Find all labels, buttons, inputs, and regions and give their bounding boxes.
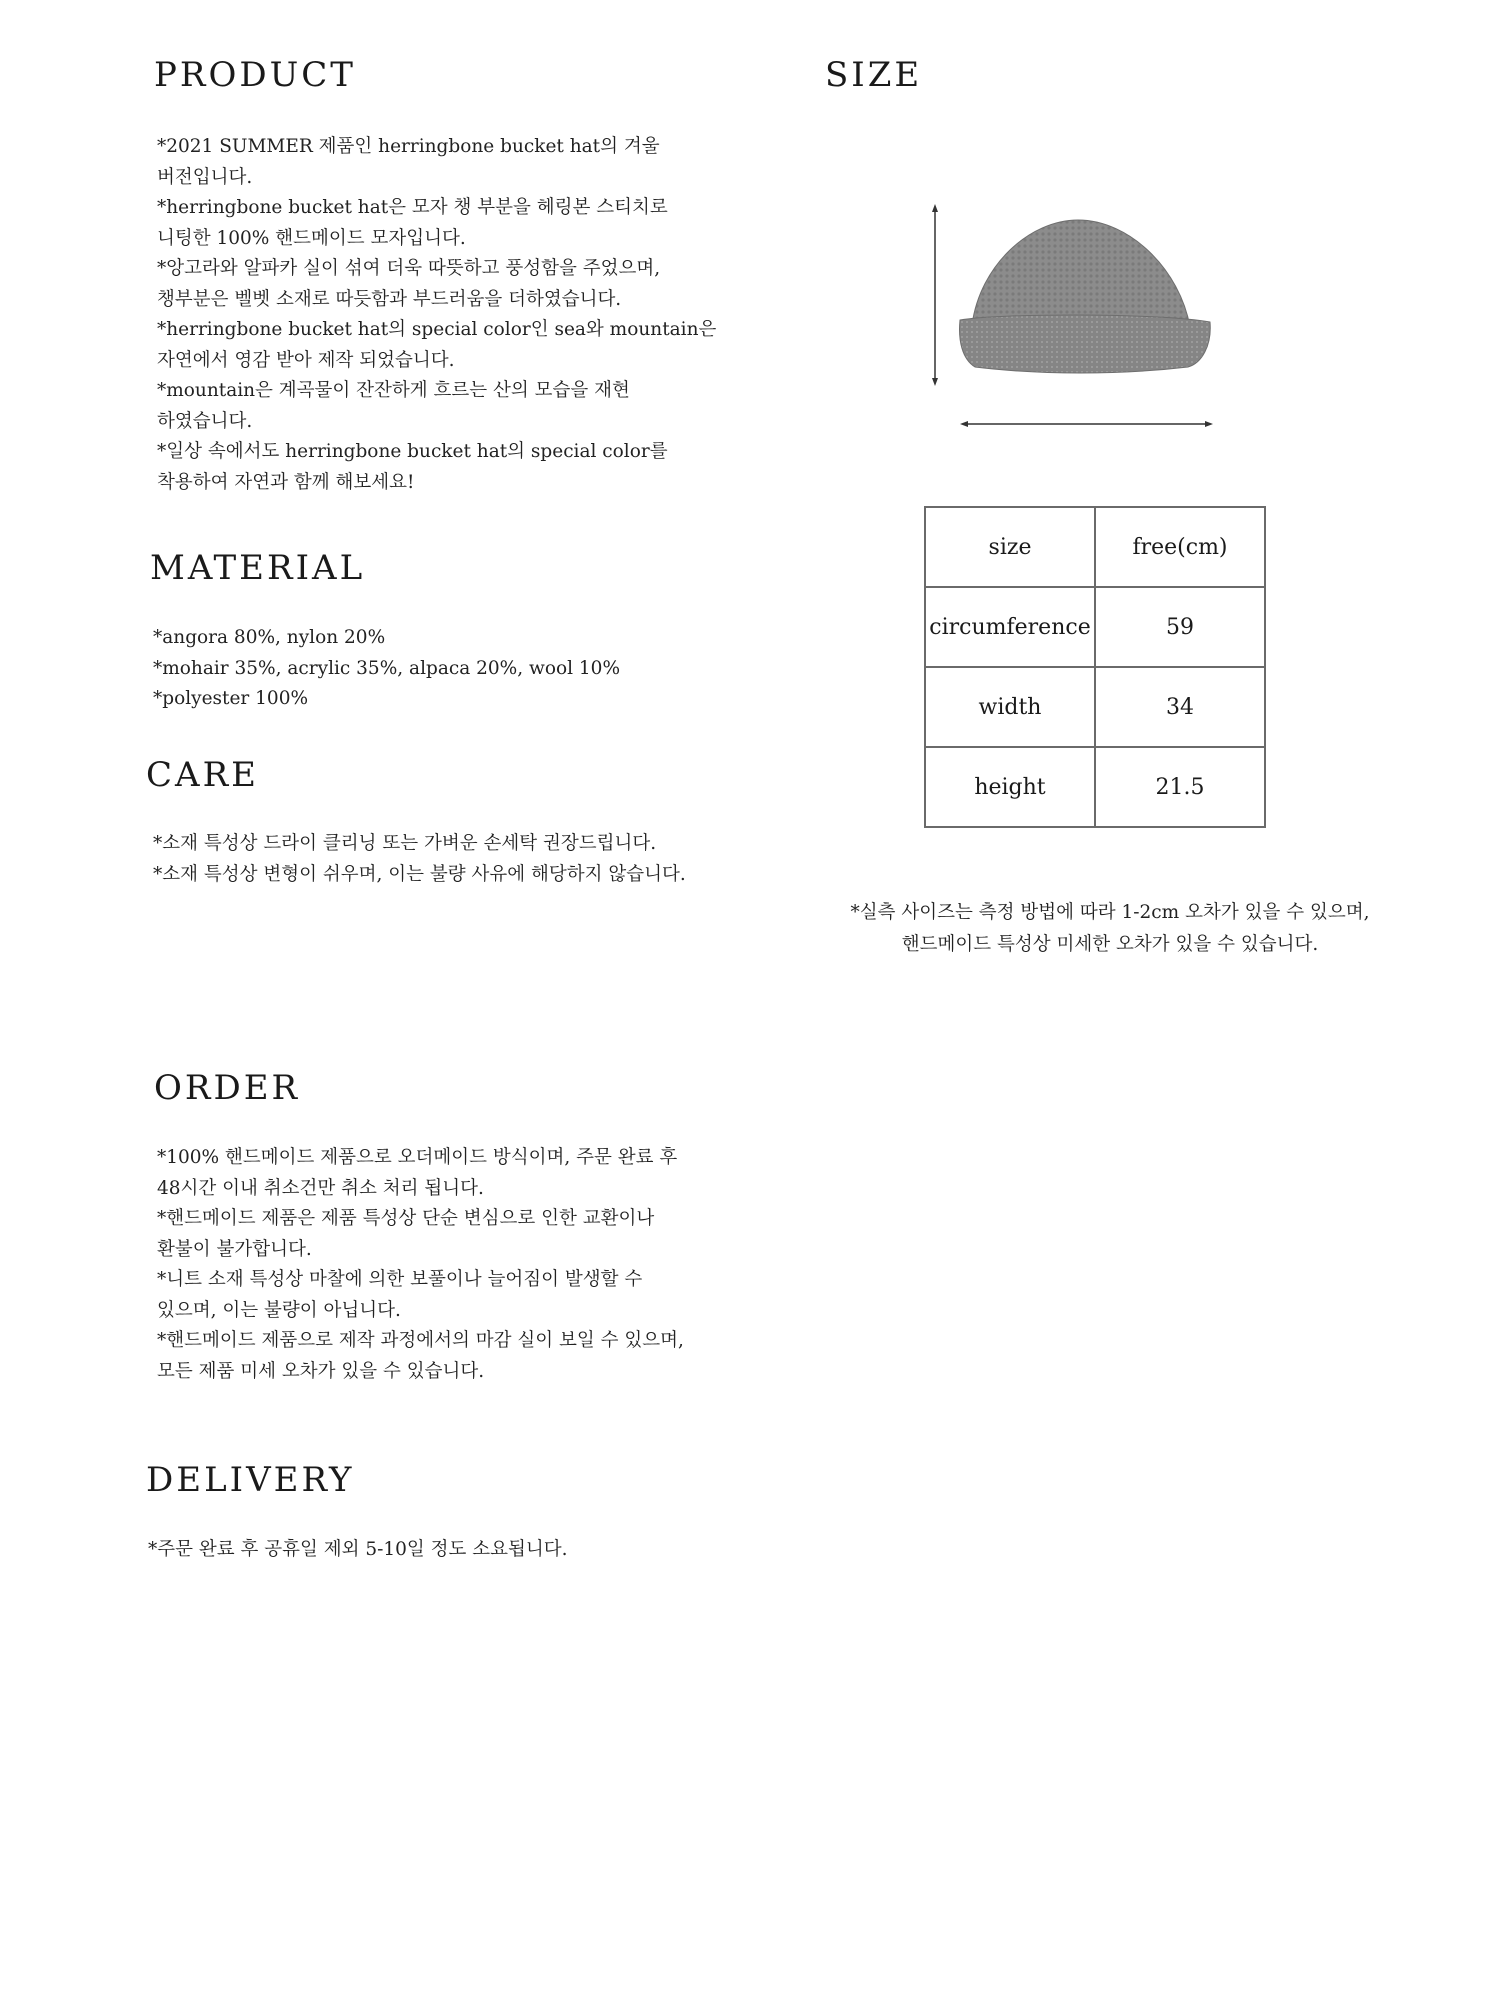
order-line: *핸드메이드 제품은 제품 특성상 단순 변심으로 인한 교환이나 bbox=[157, 1208, 655, 1229]
table-row bbox=[925, 667, 1265, 747]
order-line: 모든 제품 미세 오차가 있을 수 있습니다. bbox=[157, 1360, 485, 1382]
order-line: 있으며, 이는 불량이 아닙니다. bbox=[157, 1299, 401, 1321]
product-line: 니팅한 100% 핸드메이드 모자입니다. bbox=[157, 227, 466, 249]
order-line: 48시간 이내 취소건만 취소 처리 됩니다. bbox=[157, 1177, 484, 1199]
hat-crown-icon bbox=[972, 220, 1190, 327]
material-heading: MATERIAL bbox=[150, 548, 366, 588]
delivery-heading: DELIVERY bbox=[146, 1460, 355, 1500]
size-heading: SIZE bbox=[825, 55, 923, 95]
material-line: *mohair 35%, acrylic 35%, alpaca 20%, wool 10% bbox=[153, 657, 621, 679]
order-line: *핸드메이드 제품으로 제작 과정에서의 마감 실이 보일 수 있으며, bbox=[157, 1330, 684, 1351]
material-lines bbox=[153, 623, 620, 715]
order-line: *100% 핸드메이드 제품으로 오더메이드 방식이며, 주문 완료 후 bbox=[157, 1147, 678, 1168]
care-lines bbox=[153, 829, 686, 890]
product-lines bbox=[157, 132, 716, 498]
order-lines bbox=[157, 1143, 684, 1387]
table-header-cell: size bbox=[925, 507, 1095, 587]
order-heading: ORDER bbox=[154, 1068, 301, 1108]
product-line: *herringbone bucket hat의 special color인 sea와 mountain은 bbox=[157, 319, 717, 340]
product-line: 착용하여 자연과 함께 해보세요! bbox=[157, 471, 415, 493]
product-line: *앙고라와 알파카 실이 섞여 더욱 따뜻하고 풍성함을 주었으며, bbox=[157, 258, 661, 279]
product-heading: PRODUCT bbox=[154, 55, 356, 95]
width-arrow bbox=[960, 421, 1213, 427]
table-header-row bbox=[925, 507, 1265, 587]
size-note-line: *실측 사이즈는 측정 방법에 따라 1-2cm 오차가 있을 수 있으며, bbox=[850, 902, 1370, 923]
order-line: 환불이 불가합니다. bbox=[157, 1238, 312, 1260]
order-line: *니트 소재 특성상 마찰에 의한 보풀이나 늘어짐이 발생할 수 bbox=[157, 1269, 643, 1290]
care-heading: CARE bbox=[146, 755, 259, 795]
product-line: *2021 SUMMER 제품인 herringbone bucket hat의 겨울 bbox=[157, 136, 660, 157]
material-line: *polyester 100% bbox=[153, 688, 309, 709]
delivery-line: *주문 완료 후 공휴일 제외 5-10일 정도 소요됩니다. bbox=[148, 1539, 568, 1560]
size-note-line: 핸드메이드 특성상 미세한 오차가 있을 수 있습니다. bbox=[901, 934, 1319, 955]
height-arrow bbox=[932, 204, 938, 386]
hat-brim-icon bbox=[960, 315, 1211, 373]
table-cell: width bbox=[925, 667, 1095, 747]
table-row bbox=[925, 747, 1265, 827]
product-line: 버전입니다. bbox=[157, 166, 253, 188]
product-line: *일상 속에서도 herringbone bucket hat의 special color를 bbox=[157, 441, 668, 462]
care-line: *소재 특성상 변형이 쉬우며, 이는 불량 사유에 해당하지 않습니다. bbox=[153, 863, 686, 885]
table-cell: circumference bbox=[925, 587, 1095, 667]
table-row bbox=[925, 587, 1265, 667]
table-cell: height bbox=[925, 747, 1095, 827]
product-line: 챙부분은 벨벳 소재로 따듯함과 부드러움을 더하였습니다. bbox=[157, 288, 622, 310]
size-table bbox=[924, 506, 1266, 828]
bucket-hat-diagram bbox=[920, 195, 1260, 445]
care-line: *소재 특성상 드라이 클리닝 또는 가벼운 손세탁 권장드립니다. bbox=[153, 833, 657, 854]
table-header-cell: free(cm) bbox=[1095, 507, 1265, 587]
table-cell: 21.5 bbox=[1095, 747, 1265, 827]
table-cell: 34 bbox=[1095, 667, 1265, 747]
product-line: 자연에서 영감 받아 제작 되었습니다. bbox=[157, 349, 455, 371]
table-cell: 59 bbox=[1095, 587, 1265, 667]
material-line: *angora 80%, nylon 20% bbox=[153, 627, 386, 648]
product-line: 하였습니다. bbox=[157, 410, 253, 432]
product-line: *mountain은 계곡물이 잔잔하게 흐르는 산의 모습을 재현 bbox=[157, 380, 630, 401]
delivery-lines bbox=[148, 1535, 568, 1566]
product-line: *herringbone bucket hat은 모자 챙 부분을 헤링본 스티치로 bbox=[157, 197, 668, 218]
